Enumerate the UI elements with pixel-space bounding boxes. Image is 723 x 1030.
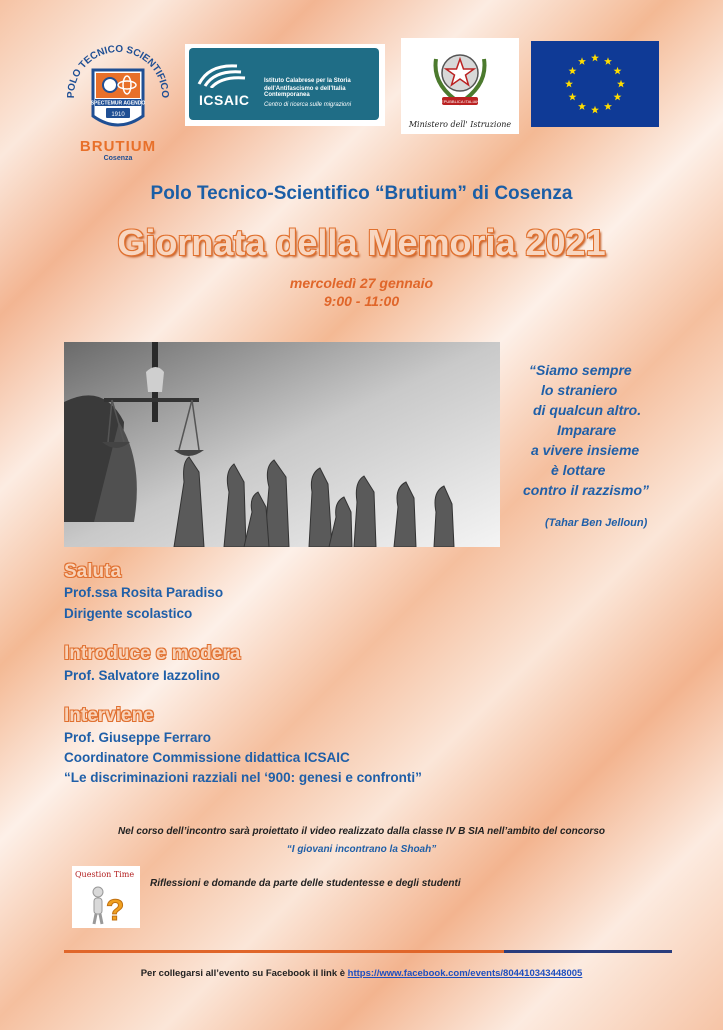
- quote-line: di qualcun altro.: [533, 402, 642, 418]
- emblem-icon: [430, 41, 490, 117]
- icsaic-logo: [185, 44, 385, 126]
- eu-flag: [531, 41, 659, 127]
- question-mark-figure-icon: [84, 882, 130, 926]
- event-title: Giornata della Memoria 2021: [117, 222, 606, 263]
- quote-line: Imparare: [557, 422, 617, 438]
- video-note: Nel corso dell’incontro sarà proiettato il video realizzato dalla classe IV B SIA nell’ambito del concorso: [118, 826, 605, 837]
- ministero-caption: Ministero dell' Istruzione: [408, 120, 512, 129]
- quote-line: è lottare: [551, 462, 606, 478]
- event-time: 9:00 - 11:00: [323, 293, 400, 309]
- question-time-image: [72, 866, 140, 928]
- emblem-text: REPUBBLICA ITALIANA: [438, 99, 482, 104]
- brutium-city: Cosenza: [103, 155, 133, 162]
- icsaic-line2: dell'Antifascismo e dell'Italia Contemporanea: [264, 86, 346, 98]
- eu-star-icon: [604, 57, 612, 65]
- eu-star-icon: [565, 80, 573, 88]
- section-heading-interviene: Interviene: [64, 705, 154, 726]
- speaker-name: Prof. Salvatore Iazzolino: [64, 668, 221, 683]
- facebook-event-link[interactable]: https://www.facebook.com/events/804410343448005: [347, 968, 583, 979]
- quote-author: (Tahar Ben Jelloun): [545, 517, 648, 529]
- brutium-year: 1910: [111, 112, 125, 118]
- speaker-role: Dirigente scolastico: [64, 606, 193, 621]
- eu-star-icon: [568, 67, 576, 75]
- eu-star-icon: [578, 57, 586, 65]
- quote-line: lo straniero: [541, 382, 618, 398]
- eu-star-icon: [614, 93, 622, 101]
- school-title: Polo Tecnico-Scientifico “Brutium” di Cosenza: [150, 183, 573, 204]
- divider-navy: [504, 950, 672, 953]
- quote-line: a vivere insieme: [531, 442, 640, 458]
- eu-star-icon: [568, 93, 576, 101]
- brutium-name: BRUTIUM: [79, 138, 157, 155]
- eu-star-icon: [617, 80, 625, 88]
- icsaic-line1: Istituto Calabrese per la Storia: [264, 78, 351, 84]
- svg-text:?: ?: [106, 894, 125, 926]
- brutium-logo: [60, 38, 176, 162]
- eu-star-icon: [591, 54, 599, 62]
- event-date: mercoledì 27 gennaio: [289, 275, 434, 291]
- contest-title: “I giovani incontrano la Shoah”: [286, 844, 437, 855]
- justice-hands-image: [64, 342, 500, 547]
- brutium-arc-text: POLO TECNICO SCIENTIFICO: [65, 43, 171, 99]
- footer-text: Per collegarsi all’evento su Facebook il link è: [140, 968, 348, 979]
- eu-star-icon: [604, 102, 612, 110]
- quote-line: contro il razzismo”: [523, 482, 650, 498]
- question-time-text: Riflessioni e domande da parte delle studentesse e degli studenti: [150, 878, 461, 889]
- eu-star-icon: [578, 102, 586, 110]
- speaker-name: Prof. Giuseppe Ferraro: [64, 730, 212, 745]
- icsaic-name: ICSAIC: [199, 92, 250, 108]
- ministero-logo: [401, 38, 519, 134]
- speaker-role: Coordinatore Commissione didattica ICSAIC: [64, 750, 350, 765]
- eu-star-icon: [591, 106, 599, 114]
- section-heading-saluta: Saluta: [64, 561, 122, 582]
- section-heading-introduce: Introduce e modera: [64, 643, 241, 664]
- speaker-name: Prof.ssa Rosita Paradiso: [64, 585, 224, 600]
- divider-orange: [64, 950, 504, 953]
- icsaic-waves-icon: [197, 58, 247, 88]
- eu-star-icon: [614, 67, 622, 75]
- eu-stars-icon: [531, 41, 659, 127]
- icsaic-subtitle: Centro di ricerca sulle migrazioni: [264, 102, 352, 108]
- talk-title: “Le discriminazioni razziali nel ‘900: genesi e confronti”: [64, 770, 422, 785]
- question-time-label: Question Time: [75, 870, 135, 879]
- footer: [0, 968, 723, 979]
- brutium-motto: SPECTEMUR AGENDO: [90, 100, 146, 107]
- quote-line: “Siamo sempre: [529, 362, 632, 378]
